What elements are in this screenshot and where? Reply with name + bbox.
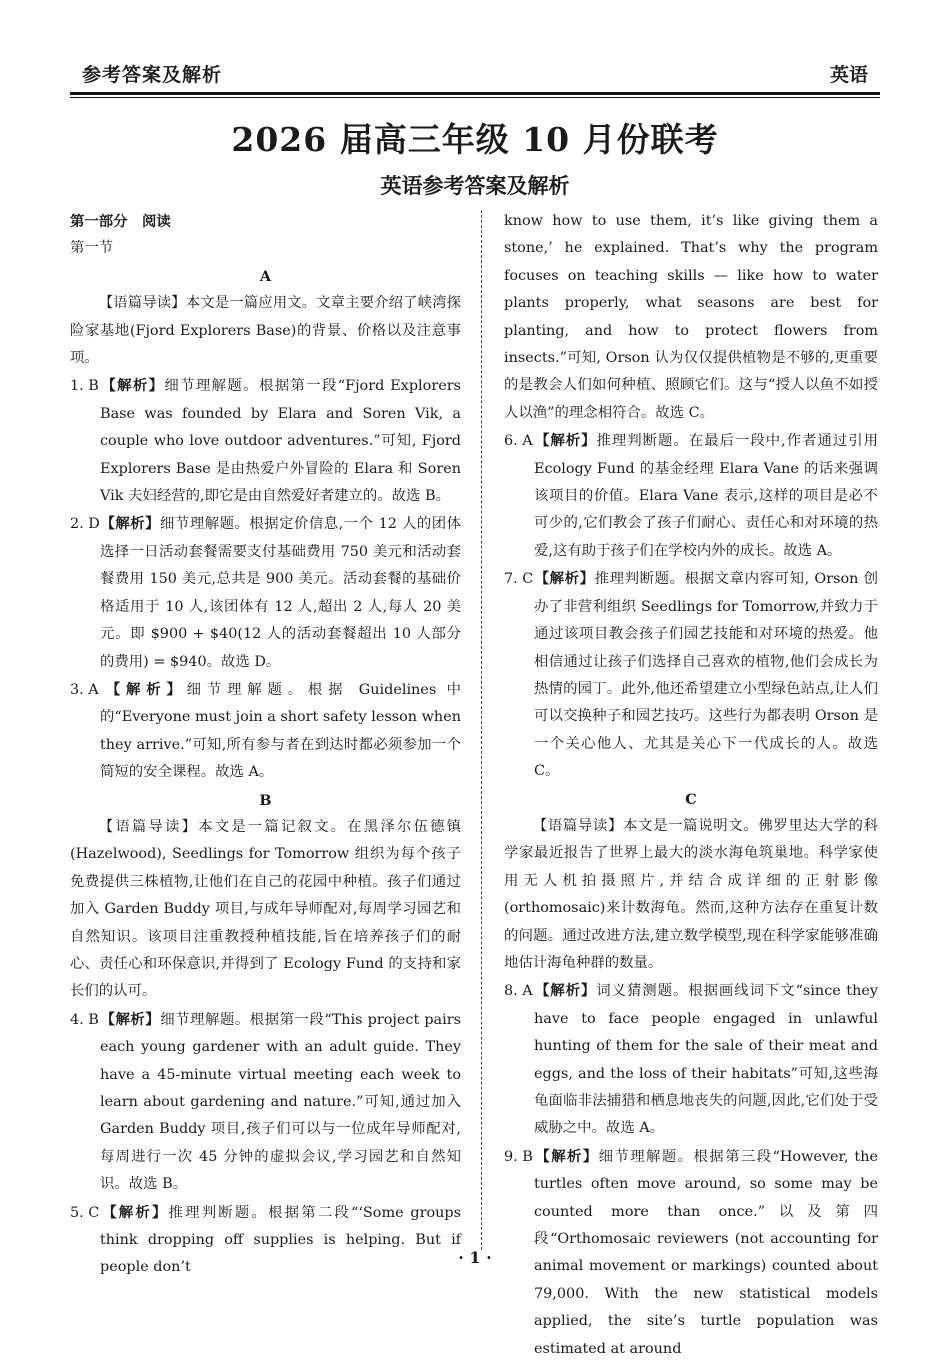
- passage-letter: C: [685, 790, 697, 808]
- analysis-text: 细节理解题。根据第一段“This project pairs each young gardener with an adult guide. They have a 45-minute virtual meeting each week to learn about gardening and nature.”可知,通过加入 Garden Buddy 项目,孩子们可以与一位成年导师配对,每周进行一次 45 分钟的虚拟会议,学习园艺和自然知识。故选 B。: [100, 1011, 461, 1193]
- analysis-text: 词义猜测题。根据画线词下文“since they have to face people engaged in unlawful hunting of them for the sale of their meat and eggs, and the loss of their habitats”可知,这些海龟面临非法捕猎和栖息地丧失的问题,因此,它们处于受威胁之中。故选 A。: [534, 983, 878, 1137]
- page-number: · 1 ·: [458, 1248, 492, 1267]
- passage-letter: A: [259, 267, 272, 285]
- column-divider: [481, 210, 482, 1250]
- answer-item: [70, 372, 461, 510]
- analysis-text: 细节理解题。根据第一段“Fjord Explorers Base was founded by Elara and Soren Vik, a couple who love outdoor adventures.”可知, Fjord Explorers Base 是由热爱户外冒险的 Elara 和 Soren Vik 夫妇经营的,即它是由自然爱好者建立的。故选 B。: [100, 378, 461, 505]
- answer-number: 9. B: [504, 1148, 533, 1165]
- passage-letter: B: [259, 791, 272, 809]
- continued-text: know how to use them, it’s like giving them a stone,’ he explained. That’s why the program focuses on teaching skills — like how to water plants properly, what seasons are best for planting, and how to protect flowers from insects.”可知, Orson 认为仅仅提供植物是不够的,更重要的是教会人们如何种植、照顾它们。这与“授人以鱼不如授人以渔”的理念相符合。故选 C。: [504, 213, 878, 421]
- answer-item: [504, 565, 878, 785]
- left-column: [70, 208, 461, 1282]
- analysis-tag: 【解析】: [100, 1010, 161, 1028]
- analysis-tag: 【解析】: [100, 515, 161, 533]
- right-column: [504, 208, 878, 1363]
- answer-number: 8. A: [504, 983, 533, 1000]
- page-subtitle: 英语参考答案及解析: [380, 173, 570, 198]
- analysis-text: 细节理解题。根据定价信息,一个 12 人的团体选择一日活动套餐需要支付基础费用 750 美元和活动套餐费用 150 美元,总共是 900 美元。活动套餐的基础价格适用于 10 人,该团体有 12 人,超出 2 人,每人 20 美元。即 $900 + $40(12 人的活动套餐超出 10 人部分的费用) = $940。故选 D。: [100, 516, 461, 670]
- passage-intro: 【语篇导读】本文是一篇应用文。文章主要介绍了峡湾探险家基地(Fjord Explorers Base)的背景、价格以及注意事项。: [70, 295, 461, 367]
- answer-number: 2. D: [70, 516, 100, 533]
- analysis-tag: 【解析】: [534, 982, 597, 1000]
- answer-number: 4. B: [70, 1011, 99, 1028]
- analysis-tag: 【解析】: [100, 1203, 169, 1221]
- analysis-tag: 【解析】: [534, 432, 597, 450]
- answer-number: 5. C: [70, 1204, 100, 1221]
- answer-number: 1. B: [70, 378, 99, 395]
- page-title: 2026 届高三年级 10 月份联考: [231, 120, 719, 159]
- answer-item: [70, 510, 461, 675]
- header-subject: 英语: [829, 64, 868, 86]
- passage-intro: 【语篇导读】本文是一篇记叙文。在黑泽尔伍德镇(Hazelwood), Seedlings for Tomorrow 组织为每个孩子免费提供三株植物,让他们在自己的花园中种植。孩子们通过加入 Garden Buddy 项目,与成年导师配对,每周学习园艺和自然知识。该项目注重教授种植技能,旨在培养孩子们的耐心、责任心和环保意识,并得到了 Ecology Fund 的支持和家长们的认可。: [70, 818, 461, 1000]
- answer-number: 6. A: [504, 433, 533, 450]
- passage-intro: 【语篇导读】本文是一篇说明文。佛罗里达大学的科学家最近报告了世界上最大的淡水海龟筑巢地。科学家使用无人机拍摄照片,并结合成详细的正射影像(orthomosaic)来计数海龟。然而,这种方法存在重复计数的问题。通过改进方法,建立数学模型,现在科学家能够准确地估计海龟种群的数量。: [504, 817, 878, 971]
- header-rule: [70, 92, 880, 95]
- answer-item: [504, 977, 878, 1142]
- section-heading: 第一节: [70, 240, 114, 257]
- header-title: 参考答案及解析: [82, 64, 223, 86]
- answer-item: [70, 1199, 461, 1282]
- analysis-tag: 【解析】: [100, 377, 165, 395]
- header-rule-thin: [70, 97, 880, 98]
- analysis-text: 细节理解题。根据 Guidelines 中的“Everyone must join a short safety lesson when they arrive.”可知,所有参与者在到达时都必须参加一个简短的安全课程。故选 A。: [100, 681, 461, 781]
- analysis-tag: 【解析】: [534, 570, 595, 588]
- analysis-text: 细节理解题。根据第三段“However, the turtles often move around, so some may be counted more than once.”以及第四段“Orthomosaic reviewers (not accounting for animal movement or markings) counted about 79,000. With the new statistical models applied, the site’s turtle population was estimated at around: [534, 1148, 878, 1357]
- part-heading: 第一部分 阅读: [70, 213, 171, 230]
- analysis-tag: 【解析】: [534, 1147, 599, 1165]
- answer-number: 7. C: [504, 571, 534, 588]
- answer-item: [70, 1006, 461, 1199]
- analysis-text: 推理判断题。根据第二段“‘Some groups think dropping off supplies is helping. But if people don’t: [100, 1204, 461, 1276]
- analysis-text: 推理判断题。在最后一段中,作者通过引用 Ecology Fund 的基金经理 Elara Vane 的话来强调该项目的价值。Elara Vane 表示,这样的项目是必不可少的,它们教会了孩子们耐心、责任心和对环境的热爱,这有助于孩子们在学校内外的成长。故选 A。: [534, 433, 878, 559]
- answer-item: [70, 676, 461, 787]
- answer-number: 3. A: [70, 681, 99, 698]
- answer-item: [504, 427, 878, 565]
- analysis-tag: 【解析】: [100, 680, 187, 698]
- analysis-text: 推理判断题。根据文章内容可知, Orson 创办了非营利组织 Seedlings for Tomorrow,并致力于通过该项目教会孩子们园艺技能和对环境的热爱。他相信通过让孩子们选择自己喜欢的植物,他们会成长为热情的园丁。此外,他还希望建立小型绿色站点,让人们可以交换种子和园艺技巧。这些行为都表明 Orson 是一个关心他人、尤其是关心下一代成长的人。故选 C。: [534, 571, 878, 780]
